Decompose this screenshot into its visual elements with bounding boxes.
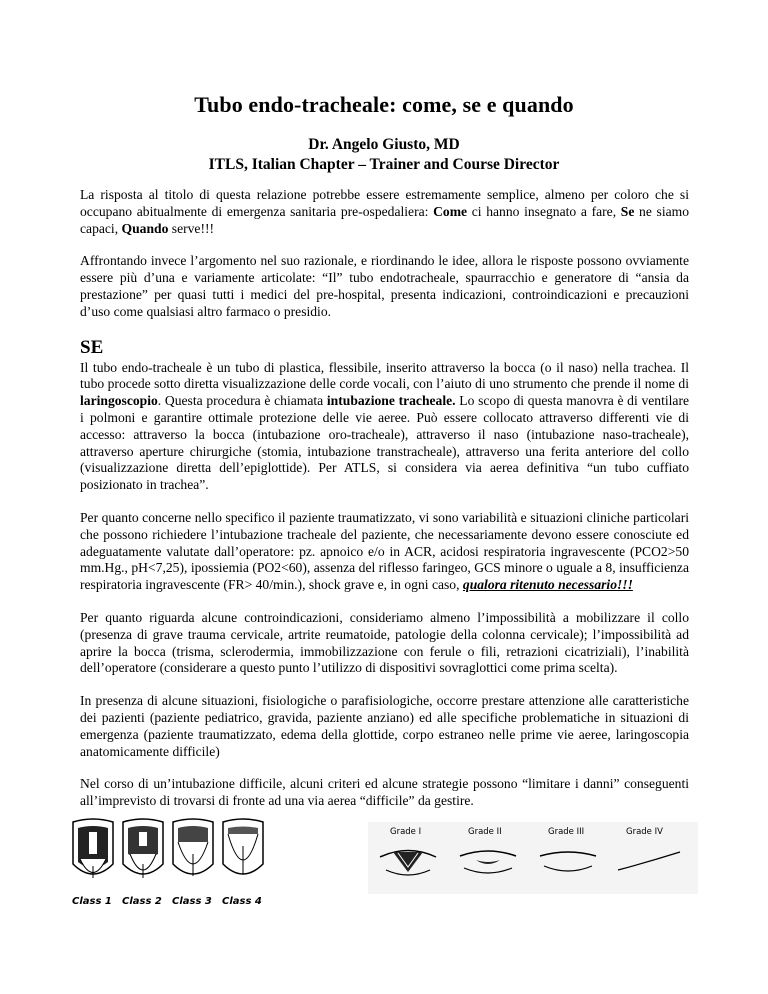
mallampati-label-2: Class 2	[122, 896, 162, 907]
author-line: Dr. Angelo Giusto, MD	[308, 136, 460, 153]
se-paragraph-3: Per quanto riguarda alcune controindicazioni, consideriamo almeno l’impossibilità a mobilizzare il collo (presenza di grave trauma cervicale, artrite reumatoide, patologie della colonna cervicale); l’impossibilità ad aprire la bocca (trisma, sclerodermia, immobilizzazione con ferule o fili, retrazioni cicatriziali), l’inabilità dell’operatore (considerare a questo punto l’utilizzo di dispositivi sovraglottici come prima scelta).	[80, 609, 689, 676]
grade-drawing-4	[618, 852, 680, 870]
mallampati-mouth-2	[123, 819, 163, 878]
mallampati-mouth-1	[73, 819, 113, 878]
mallampati-mouth-4	[223, 819, 263, 874]
intro-paragraph-1: La risposta al titolo di questa relazione potrebbe essere estremamente semplice, almeno per coloro che si occupano abitualmente di emergenza sanitaria pre-ospedaliera: Come ci hanno insegnato a fare, Se ne siamo capaci, Quando serve!!!	[80, 187, 689, 236]
se-paragraph-1: Il tubo endo-tracheale è un tubo di plastica, flessibile, inserito attraverso la bocca (o il naso) nella trachea. Il tubo procede sotto diretta visualizzazione delle corde vocali, con l’aiuto di uno strumento che prende il nome di laringoscopio. Questa procedura è chiamata intubazione tracheale. Lo scopo di questa manovra è di ventilare i polmoni e garantire ottimale protezione delle vie aeree. Può essere collocato attraverso differenti vie di accesso: attraverso la bocca (intubazione oro-tracheale), attraverso il naso (intubazione naso-tracheale), attraverso aperture chirurgiche (stomia, intubazione transtracheale), attraverso una ferita anteriore del collo (visualizzazione diretta dell’epiglottide). Per ATLS, si considera via aerea definitiva “un tubo cuffiato posizionato in trachea”.	[80, 359, 690, 493]
grade-drawing-2	[460, 851, 516, 873]
mallampati-label-3: Class 3	[172, 896, 212, 907]
mallampati-label-1: Class 1	[72, 896, 112, 907]
grade-drawing-3	[540, 852, 596, 871]
se-paragraph-2: Per quanto concerne nello specifico il paziente traumatizzato, vi sono variabilità e situazioni cliniche particolari che possono richiedere l’intubazione tracheale del paziente, che necessariamente devono essere conosciute ed adeguatamente valutate dall’operatore: pz. apnoico e/o in ACR, acidosi respiratoria ingravescente (PCO2>50 mm.Hg., pH<7,25), ipossiemia (PO2<60), assenza del riflesso faringeo, GCS minore o uguale a 8, insufficienza respiratoria ingravescente (FR> 40/min.), shock grave e, in ogni caso, qualora ritenuto necessario!!!	[80, 509, 689, 593]
mallampati-label-4: Class 4	[222, 896, 262, 907]
se-paragraph-5: Nel corso di un’intubazione difficile, alcuni criteri ed alcune strategie possono “limitare i danni” conseguenti all’imprevisto di trovarsi di fronte ad una via aerea “difficile” da gestire.	[80, 776, 689, 809]
se-paragraph-4: In presenza di alcune situazioni, fisiologiche o parafisiologiche, occorre prestare attenzione alle caratteristiche dei pazienti (paziente pediatrico, gravida, paziente anziano) ed alle specifiche problematiche in situazioni di emergenza (paziente traumatizzato, edema della glottide, corpo estraneo nelle prime vie aeree, laringoscopia anatomicamente difficile)	[80, 693, 689, 759]
keyword-intubazione: intubazione tracheale.	[326, 393, 456, 409]
grade-drawing-1	[380, 851, 436, 876]
cormack-lehane-figure	[368, 822, 698, 894]
figures-row	[0, 814, 768, 914]
affiliation-line: ITLS, Italian Chapter – Trainer and Course Director	[208, 156, 560, 173]
keyword-laringoscopio: laringoscopio	[80, 393, 158, 409]
grade-label-2: Grade II	[468, 827, 502, 837]
keyword-come: Come	[433, 203, 468, 219]
grade-label-4: Grade IV	[626, 827, 663, 837]
section-heading-se: SE	[80, 336, 104, 358]
keyword-se: Se	[620, 203, 635, 219]
grade-label-1: Grade I	[390, 827, 422, 837]
grade-label-3: Grade III	[548, 827, 585, 837]
page-title: Tubo endo-tracheale: come, se e quando	[194, 92, 574, 117]
mallampati-figure	[68, 814, 268, 909]
keyword-quando: Quando	[121, 220, 169, 236]
intro-paragraph-2: Affrontando invece l’argomento nel suo razionale, e riordinando le idee, allora le risposte possono ovviamente essere più d’una e variamente articolate: “Il” tubo endotracheale, spaurracchio e generatore di “ansia da prestazione” per quasi tutti i medici del pre-hospital, presenta indicazioni, controindicazioni e precauzioni d’uso come qualsiasi altro farmaco o presidio.	[80, 253, 689, 319]
article-body	[80, 187, 689, 810]
emphasis-necessario: qualora ritenuto necessario!!!	[462, 577, 633, 593]
mallampati-mouth-3	[173, 819, 213, 876]
